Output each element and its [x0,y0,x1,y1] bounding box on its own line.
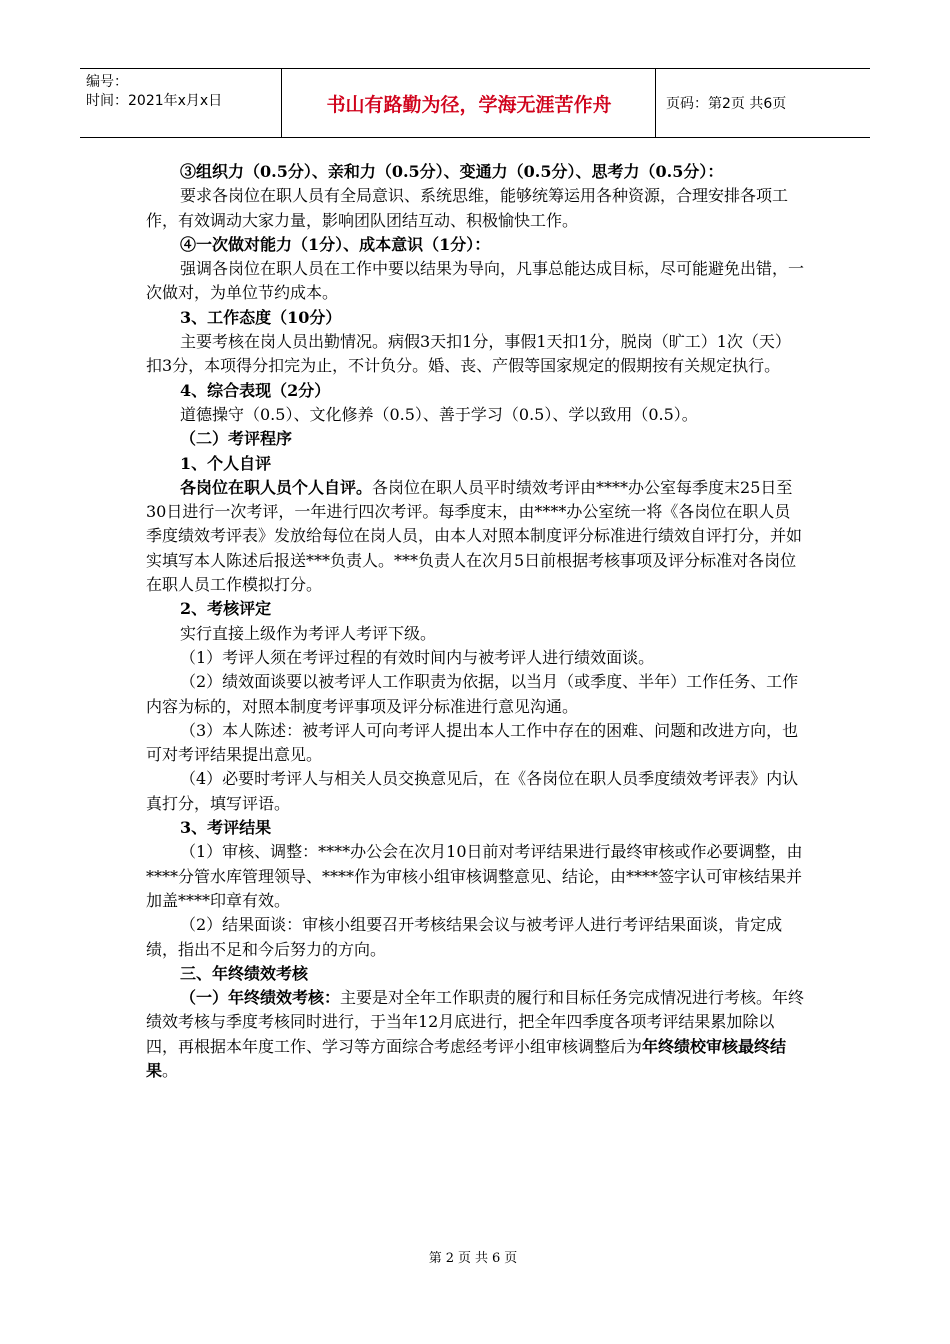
section-heading: 三、年终绩效考核 [180,963,309,983]
page-footer: 第2页共6页 [428,1251,522,1266]
paragraph: （4）必要时考评人与相关人员交换意见后，在《各岗位在职人员季度绩效考评表》内认真打分，填写评语。 [146,769,799,813]
paragraph: 强调各岗位在职人员在工作中要以结果为导向，凡事总能达成目标，尽可能避免出错，一次做对，为单位节约成本。 [146,259,805,303]
section-heading: 3、考评结果 [180,818,272,838]
paragraph-end: 。 [162,1060,179,1080]
paragraph: （2）结果面谈：审核小组要召开考核结果会议与被考评人进行考评结果面谈，肯定成绩，指出不足和今后努力的方向。 [146,915,783,959]
paragraph: 实行直接上级作为考评人考评下级。 [180,623,437,643]
header-page-info: 页码：第2页 共6页 [666,96,787,112]
section-heading: 4、综合表现（2分） [180,380,331,400]
header-meta [80,69,282,137]
document-number-label: 编号： [86,74,128,90]
paragraph: ③组织力（0.5分）、亲和力（0.5分）、变通力（0.5分）、思考力（0.5分）： [180,162,724,181]
document-body [146,160,806,1083]
paragraph-emphasis: 年终绩校审核最终结果 [146,1036,787,1080]
paragraph: 道德操守（0.5）、文化修养（0.5）、善于学习（0.5）、学以致用（0.5）。 [180,404,698,424]
section-heading: 2、考核评定 [180,599,272,619]
paragraph: ④一次做对能力（1分）、成本意识（1分）： [180,234,491,254]
paragraph [146,986,806,1083]
document-date-label: 时间：2021年x月x日 [86,93,223,109]
paragraph-text: 各岗位在职人员平时绩效考评由****办公室每季度末25日至30日进行一次考评，一年进行四次考评。每季度末，由****办公室统一将《各岗位在职人员季度绩效考评表》发放给每位在岗人员，由本人对照本制度评分标准进行绩效自评打分，并如实填写本人陈述后报送***负责人。***负责人在次月5日前根据考核事项及评分标准对各岗位在职人员工作模拟打分。 [146,477,803,595]
header-slogan: 书山有路勤为径，学海无涯苦作舟 [283,69,656,137]
paragraph: （3）本人陈述：被考评人可向考评人提出本人工作中存在的困难、问题和改进方向，也可对考评结果提出意见。 [146,720,799,765]
paragraph: 要求各岗位在职人员有全局意识、系统思维，能够统筹运用各种资源，合理安排各项工作，有效调动大家力量，影响团队团结互动、积极愉快工作。 [146,186,789,230]
section-heading: 1、个人自评 [180,453,272,473]
section-heading: 3、工作态度（10分） [180,307,342,327]
paragraph-lead: 各岗位在职人员个人自评。 [180,477,373,497]
paragraph-lead: （一）年终绩效考核： [180,988,341,1008]
paragraph-text: 主要是对全年工作职责的履行和目标任务完成情况进行考核。年终绩效考核与季度考核同时进行，于当年12月底进行，把全年四季度各项考评结果累加除以四，再根据本年度工作、学习等方面综合考虑经考评小组审核调整后为 [146,988,805,1056]
paragraph: （2）绩效面谈要以被考评人工作职责为依据，以当月（或季度、半年）工作任务、工作内容为标的，对照本制度考评事项及评分标准进行意见沟通。 [146,672,799,716]
section-heading: （二）考评程序 [180,429,293,449]
paragraph: 主要考核在岗人员出勤情况。病假3天扣1分，事假1天扣1分，脱岗（旷工）1次（天）扣3分，本项得分扣完为止，不计负分。婚、丧、产假等国家规定的假期按有关规定执行。 [146,332,791,376]
paragraph [146,476,806,597]
paragraph: （1）考评人须在考评过程的有效时间内与被考评人进行绩效面谈。 [180,647,655,667]
paragraph: （1）审核、调整：****办公会在次月10日前对考评结果进行最终审核或作必要调整，由****分管水库管理领导、****作为审核小组审核调整意见、结论，由****签字认可审核结果并加盖****印章有效。 [146,842,803,910]
page-header [80,68,870,138]
